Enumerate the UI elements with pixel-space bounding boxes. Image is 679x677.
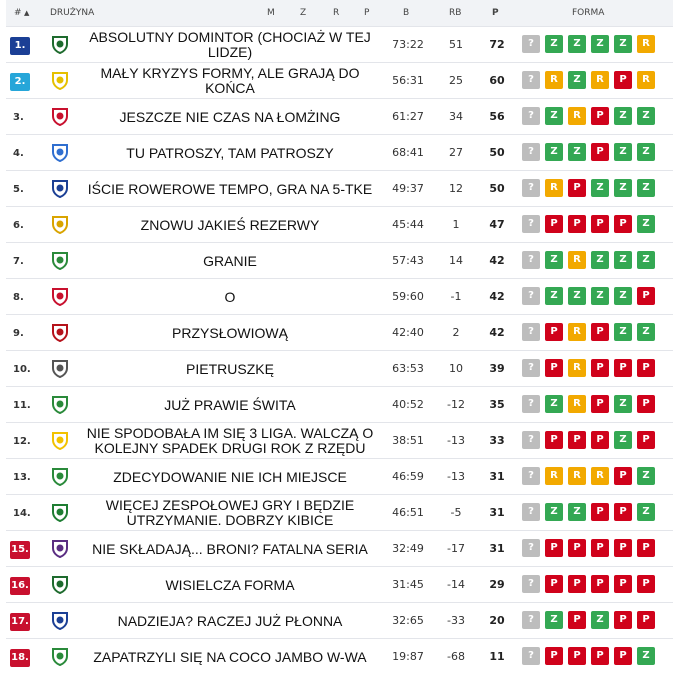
- team-name-link[interactable]: O: [224, 288, 236, 305]
- table-row[interactable]: [6, 458, 673, 494]
- header-rb[interactable]: RB: [449, 8, 462, 18]
- rank-badge: 9.: [13, 328, 24, 339]
- form-result[interactable]: P: [568, 611, 586, 629]
- goal-difference-value: -14: [447, 578, 465, 591]
- team-name-link[interactable]: PRZYSŁOWIOWĄ: [172, 324, 288, 341]
- rank-badge: 12.: [13, 436, 31, 447]
- goal-difference-value: -17: [447, 542, 465, 555]
- rank-badge: 7.: [13, 256, 24, 267]
- rank-badge: 1.: [10, 37, 30, 55]
- form-result[interactable]: P: [568, 647, 586, 665]
- form-result[interactable]: P: [637, 431, 655, 449]
- points-value: 42: [489, 326, 505, 339]
- form-result[interactable]: Z: [614, 251, 632, 269]
- form-result[interactable]: P: [591, 359, 609, 377]
- team-name-link[interactable]: PIETRUSZKĘ: [186, 360, 274, 377]
- rank-badge: 13.: [13, 472, 31, 483]
- table-row[interactable]: [6, 638, 673, 674]
- team-name-link[interactable]: NADZIEJA? RACZEJ JUŻ PŁONNA: [117, 612, 343, 629]
- form-result[interactable]: Z: [591, 287, 609, 305]
- goal-difference-value: -33: [447, 614, 465, 627]
- form-result[interactable]: P: [614, 503, 632, 521]
- form-strip: [522, 431, 655, 449]
- points-value: 20: [489, 614, 505, 627]
- form-result[interactable]: Z: [637, 143, 655, 161]
- rank-badge: 2.: [10, 73, 30, 91]
- form-next-match[interactable]: ?: [522, 359, 540, 377]
- team-name-link[interactable]: WISIELCZA FORMA: [165, 576, 295, 593]
- team-name-link[interactable]: ZNOWU JAKIEŚ REZERWY: [140, 216, 320, 233]
- form-result[interactable]: Z: [568, 71, 586, 89]
- form-strip: [522, 359, 655, 377]
- form-result[interactable]: Z: [637, 179, 655, 197]
- form-result[interactable]: Z: [614, 431, 632, 449]
- form-result[interactable]: Z: [637, 215, 655, 233]
- table-row[interactable]: [6, 314, 673, 350]
- goals-value: 46:59: [392, 470, 424, 483]
- points-value: 35: [489, 398, 505, 411]
- team-name-link[interactable]: ABSOLUTNY DOMINTOR (CHOCIAŻ W TEJ LIDZE): [89, 29, 371, 60]
- goals-value: 63:53: [392, 362, 424, 375]
- form-result[interactable]: P: [637, 287, 655, 305]
- form-result[interactable]: Z: [545, 287, 563, 305]
- form-result[interactable]: Z: [637, 323, 655, 341]
- form-strip: [522, 179, 655, 197]
- rank-badge: 4.: [13, 148, 24, 159]
- goals-value: 40:52: [392, 398, 424, 411]
- header-p[interactable]: P: [364, 8, 370, 18]
- rank-badge: 10.: [13, 364, 31, 375]
- points-value: 31: [489, 506, 505, 519]
- rank-badge: 5.: [13, 184, 24, 195]
- form-strip: [522, 35, 655, 53]
- form-result[interactable]: Z: [545, 611, 563, 629]
- form-result[interactable]: Z: [614, 107, 632, 125]
- table-row[interactable]: [6, 242, 673, 278]
- form-result[interactable]: Z: [591, 179, 609, 197]
- points-value: 42: [489, 254, 505, 267]
- crest-icon[interactable]: [50, 647, 70, 667]
- form-result[interactable]: R: [568, 107, 586, 125]
- form-next-match[interactable]: ?: [522, 395, 540, 413]
- goal-difference-value: 1: [452, 218, 460, 231]
- form-next-match[interactable]: ?: [522, 323, 540, 341]
- form-result[interactable]: Z: [591, 611, 609, 629]
- table-row[interactable]: [6, 602, 673, 638]
- goals-value: 59:60: [392, 290, 424, 303]
- header-b[interactable]: B: [403, 8, 410, 18]
- form-result[interactable]: R: [545, 71, 563, 89]
- crest-icon[interactable]: [50, 431, 70, 451]
- rank-badge: 8.: [13, 292, 24, 303]
- table-row[interactable]: [6, 566, 673, 602]
- table-header: [6, 0, 673, 26]
- rank-badge: 3.: [13, 112, 24, 123]
- crest-icon[interactable]: [50, 359, 70, 379]
- goals-value: 31:45: [392, 578, 424, 591]
- goals-value: 45:44: [392, 218, 424, 231]
- crest-icon[interactable]: [50, 215, 70, 235]
- form-result[interactable]: P: [614, 539, 632, 557]
- goals-value: 68:41: [392, 146, 424, 159]
- form-result[interactable]: P: [568, 539, 586, 557]
- form-result[interactable]: P: [614, 575, 632, 593]
- goals-value: 61:27: [392, 110, 424, 123]
- form-next-match[interactable]: ?: [522, 647, 540, 665]
- goal-difference-value: 51: [449, 38, 463, 51]
- crest-icon[interactable]: [50, 71, 70, 91]
- form-result[interactable]: P: [637, 395, 655, 413]
- form-strip: [522, 647, 655, 665]
- rank-badge: 15.: [10, 541, 30, 559]
- team-name-link[interactable]: JESZCZE NIE CZAS NA ŁOMŻING: [119, 108, 341, 125]
- goals-value: 32:65: [392, 614, 424, 627]
- table-row[interactable]: [6, 98, 673, 134]
- form-result[interactable]: Z: [637, 251, 655, 269]
- form-result[interactable]: Z: [568, 143, 586, 161]
- form-result[interactable]: R: [637, 35, 655, 53]
- form-result[interactable]: P: [614, 71, 632, 89]
- form-result[interactable]: R: [568, 323, 586, 341]
- form-result[interactable]: R: [568, 467, 586, 485]
- form-result[interactable]: R: [568, 359, 586, 377]
- form-next-match[interactable]: ?: [522, 251, 540, 269]
- goal-difference-value: 25: [449, 74, 463, 87]
- form-strip: [522, 143, 655, 161]
- form-next-match[interactable]: ?: [522, 467, 540, 485]
- form-strip: [522, 503, 655, 521]
- form-result[interactable]: P: [614, 467, 632, 485]
- form-next-match[interactable]: ?: [522, 503, 540, 521]
- form-result[interactable]: R: [591, 467, 609, 485]
- points-value: 31: [489, 470, 505, 483]
- points-value: 60: [489, 74, 505, 87]
- form-result[interactable]: P: [591, 107, 609, 125]
- points-value: 42: [489, 290, 505, 303]
- crest-icon[interactable]: [50, 575, 70, 595]
- table-row[interactable]: [6, 530, 673, 566]
- form-result[interactable]: P: [591, 395, 609, 413]
- table-row[interactable]: [6, 278, 673, 314]
- points-value: 33: [489, 434, 505, 447]
- form-result[interactable]: Z: [545, 107, 563, 125]
- form-result[interactable]: P: [545, 539, 563, 557]
- crest-icon[interactable]: [50, 503, 70, 523]
- team-name-link[interactable]: NIE SPODOBAŁA IM SIĘ 3 LIGA. WALCZĄ O KOLEJNY SPADEK DRUGI ROK Z RZĘDU: [86, 425, 374, 456]
- form-result[interactable]: P: [545, 575, 563, 593]
- goals-value: 38:51: [392, 434, 424, 447]
- form-result[interactable]: P: [591, 575, 609, 593]
- table-body: [6, 26, 673, 674]
- form-result[interactable]: P: [614, 647, 632, 665]
- form-strip: [522, 71, 655, 89]
- crest-icon[interactable]: [50, 35, 70, 55]
- form-result[interactable]: P: [637, 575, 655, 593]
- team-name-link[interactable]: IŚCIE ROWEROWE TEMPO, GRA NA 5-TKE: [87, 180, 373, 197]
- form-result[interactable]: Z: [568, 35, 586, 53]
- goal-difference-value: -13: [447, 470, 465, 483]
- team-name-link[interactable]: GRANIE: [203, 252, 257, 269]
- form-strip: [522, 395, 655, 413]
- table-row[interactable]: [6, 494, 673, 530]
- form-next-match[interactable]: ?: [522, 575, 540, 593]
- form-result[interactable]: Z: [545, 503, 563, 521]
- crest-icon[interactable]: [50, 395, 70, 415]
- form-next-match[interactable]: ?: [522, 287, 540, 305]
- table-row[interactable]: [6, 206, 673, 242]
- goals-value: 57:43: [392, 254, 424, 267]
- goals-value: 73:22: [392, 38, 424, 51]
- form-next-match[interactable]: ?: [522, 431, 540, 449]
- goal-difference-value: 2: [452, 326, 460, 339]
- goal-difference-value: -68: [447, 650, 465, 663]
- points-value: 39: [489, 362, 505, 375]
- form-result[interactable]: P: [545, 431, 563, 449]
- rank-badge: 14.: [13, 508, 31, 519]
- form-result[interactable]: P: [591, 647, 609, 665]
- form-result[interactable]: P: [614, 215, 632, 233]
- points-value: 11: [489, 650, 505, 663]
- form-next-match[interactable]: ?: [522, 179, 540, 197]
- crest-icon[interactable]: [50, 107, 70, 127]
- points-value: 47: [489, 218, 505, 231]
- form-next-match[interactable]: ?: [522, 35, 540, 53]
- goal-difference-value: 10: [449, 362, 463, 375]
- form-result[interactable]: Z: [591, 251, 609, 269]
- rank-badge: 11.: [13, 400, 31, 411]
- goals-value: 42:40: [392, 326, 424, 339]
- form-result[interactable]: P: [637, 539, 655, 557]
- form-result[interactable]: P: [545, 323, 563, 341]
- goals-value: 49:37: [392, 182, 424, 195]
- form-result[interactable]: P: [591, 143, 609, 161]
- form-strip: [522, 611, 655, 629]
- header-rank[interactable]: #: [14, 8, 22, 18]
- form-result[interactable]: P: [568, 575, 586, 593]
- team-name-link[interactable]: WIĘCEJ ZESPOŁOWEJ GRY I BĘDZIE UTRZYMANIE. DOBRZY KIBICE: [105, 497, 355, 528]
- form-result[interactable]: R: [545, 179, 563, 197]
- header-r[interactable]: R: [333, 8, 340, 18]
- table-row[interactable]: [6, 170, 673, 206]
- form-result[interactable]: P: [614, 611, 632, 629]
- form-result[interactable]: Z: [614, 287, 632, 305]
- form-next-match[interactable]: ?: [522, 107, 540, 125]
- goals-value: 56:31: [392, 74, 424, 87]
- form-strip: [522, 323, 655, 341]
- crest-icon[interactable]: [50, 251, 70, 271]
- goal-difference-value: 27: [449, 146, 463, 159]
- form-result[interactable]: R: [545, 467, 563, 485]
- header-team[interactable]: DRUŻYNA: [50, 8, 95, 18]
- form-strip: [522, 251, 655, 269]
- goals-value: 32:49: [392, 542, 424, 555]
- form-result[interactable]: Z: [614, 323, 632, 341]
- table-row[interactable]: [6, 386, 673, 422]
- team-name-link[interactable]: TU PATROSZY, TAM PATROSZY: [126, 144, 334, 161]
- form-result[interactable]: Z: [568, 503, 586, 521]
- crest-icon[interactable]: [50, 323, 70, 343]
- table-row[interactable]: [6, 62, 673, 98]
- form-result[interactable]: Z: [637, 503, 655, 521]
- form-result[interactable]: Z: [614, 179, 632, 197]
- form-result[interactable]: Z: [614, 143, 632, 161]
- form-result[interactable]: P: [591, 431, 609, 449]
- team-name-link[interactable]: JUŻ PRAWIE ŚWITA: [164, 396, 296, 413]
- form-result[interactable]: P: [637, 611, 655, 629]
- crest-icon[interactable]: [50, 467, 70, 487]
- crest-icon[interactable]: [50, 611, 70, 631]
- goal-difference-value: -13: [447, 434, 465, 447]
- crest-icon[interactable]: [50, 143, 70, 163]
- header-form: FORMA: [572, 8, 605, 18]
- form-result[interactable]: P: [568, 215, 586, 233]
- header-pts[interactable]: P: [492, 8, 499, 18]
- form-result[interactable]: Z: [614, 395, 632, 413]
- form-result[interactable]: R: [568, 251, 586, 269]
- form-result[interactable]: Z: [545, 35, 563, 53]
- form-result[interactable]: P: [568, 431, 586, 449]
- form-strip: [522, 467, 655, 485]
- form-strip: [522, 107, 655, 125]
- form-result[interactable]: R: [637, 71, 655, 89]
- rank-badge: 18.: [10, 649, 30, 667]
- league-table: [6, 0, 673, 674]
- form-next-match[interactable]: ?: [522, 611, 540, 629]
- form-strip: [522, 287, 655, 305]
- form-result[interactable]: P: [545, 647, 563, 665]
- form-result[interactable]: Z: [637, 107, 655, 125]
- points-value: 29: [489, 578, 505, 591]
- header-z[interactable]: Z: [300, 8, 307, 18]
- points-value: 72: [489, 38, 505, 51]
- goal-difference-value: 34: [449, 110, 463, 123]
- goals-value: 46:51: [392, 506, 424, 519]
- form-strip: [522, 539, 655, 557]
- form-result[interactable]: P: [591, 323, 609, 341]
- form-strip: [522, 215, 655, 233]
- form-result[interactable]: R: [568, 395, 586, 413]
- form-result[interactable]: Z: [591, 35, 609, 53]
- points-value: 31: [489, 542, 505, 555]
- points-value: 56: [489, 110, 505, 123]
- form-result[interactable]: P: [614, 359, 632, 377]
- rank-badge: 16.: [10, 577, 30, 595]
- form-result[interactable]: Z: [614, 35, 632, 53]
- form-strip: [522, 575, 655, 593]
- goals-value: 19:87: [392, 650, 424, 663]
- table-row[interactable]: [6, 134, 673, 170]
- form-next-match[interactable]: ?: [522, 539, 540, 557]
- form-result[interactable]: P: [591, 539, 609, 557]
- crest-icon[interactable]: [50, 179, 70, 199]
- team-name-link[interactable]: MAŁY KRYZYS FORMY, ALE GRAJĄ DO KOŃCA: [100, 65, 360, 96]
- form-result[interactable]: Z: [545, 251, 563, 269]
- crest-icon[interactable]: [50, 287, 70, 307]
- rank-badge: 6.: [13, 220, 24, 231]
- form-result[interactable]: P: [591, 215, 609, 233]
- form-result[interactable]: P: [545, 359, 563, 377]
- form-result[interactable]: Z: [545, 395, 563, 413]
- goal-difference-value: -5: [450, 506, 462, 519]
- sort-arrow-icon[interactable]: ▲: [24, 9, 30, 17]
- form-result[interactable]: P: [591, 503, 609, 521]
- form-result[interactable]: Z: [568, 287, 586, 305]
- team-name-link[interactable]: ZDECYDOWANIE NIE ICH MIEJSCE: [113, 468, 347, 485]
- form-next-match[interactable]: ?: [522, 143, 540, 161]
- points-value: 50: [489, 182, 505, 195]
- goal-difference-value: 12: [449, 182, 463, 195]
- form-result[interactable]: P: [545, 215, 563, 233]
- goal-difference-value: 14: [449, 254, 463, 267]
- form-next-match[interactable]: ?: [522, 71, 540, 89]
- rank-badge: 17.: [10, 613, 30, 631]
- form-result[interactable]: Z: [545, 143, 563, 161]
- team-name-link[interactable]: ZAPATRZYLI SIĘ NA COCO JAMBO W-WA: [93, 648, 367, 665]
- form-result[interactable]: Z: [637, 647, 655, 665]
- form-result[interactable]: R: [591, 71, 609, 89]
- points-value: 50: [489, 146, 505, 159]
- goal-difference-value: -12: [447, 398, 465, 411]
- goal-difference-value: -1: [450, 290, 462, 303]
- form-result[interactable]: P: [568, 179, 586, 197]
- crest-icon[interactable]: [50, 539, 70, 559]
- table-row[interactable]: [6, 26, 673, 62]
- team-name-link[interactable]: NIE SKŁADAJĄ... BRONI? FATALNA SERIA: [92, 540, 368, 557]
- form-next-match[interactable]: ?: [522, 215, 540, 233]
- form-result[interactable]: P: [637, 359, 655, 377]
- table-row[interactable]: [6, 350, 673, 386]
- table-row[interactable]: [6, 422, 673, 458]
- header-m[interactable]: M: [267, 8, 275, 18]
- form-result[interactable]: Z: [637, 467, 655, 485]
